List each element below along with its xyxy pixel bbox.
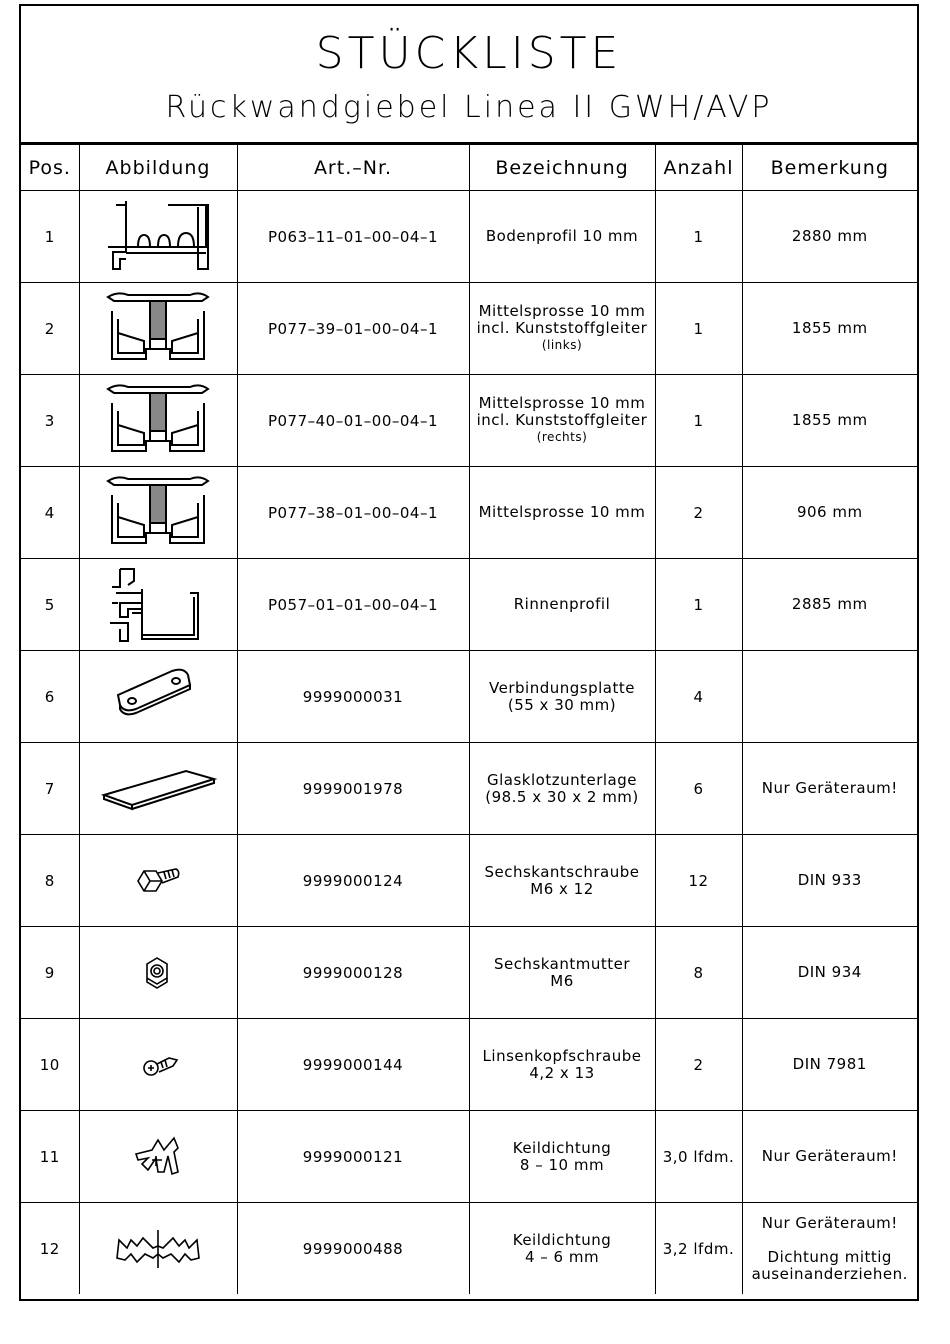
- remark-line: [743, 1232, 918, 1249]
- remark-line: DIN 7981: [792, 1055, 867, 1073]
- parts-table: [21, 144, 917, 1294]
- cell-description: [469, 283, 655, 375]
- cell-pos: 3: [21, 375, 79, 467]
- cell-description: [469, 1111, 655, 1203]
- description-line: 4 – 6 mm: [524, 1247, 600, 1266]
- table-row: [21, 1019, 917, 1111]
- table-row: [21, 1203, 917, 1295]
- remark-line: 1855 mm: [791, 411, 868, 429]
- cell-description: [469, 1203, 655, 1295]
- cell-image: [79, 1203, 237, 1295]
- cell-image: [79, 651, 237, 743]
- cell-pos: 9: [21, 927, 79, 1019]
- cell-article-number: P077–39–01–00–04–1: [237, 283, 469, 375]
- table-row: [21, 559, 917, 651]
- mittelsprosse-icon: [80, 289, 237, 369]
- cell-remark: [742, 1019, 917, 1111]
- cell-quantity: 2: [655, 467, 742, 559]
- cell-description: [469, 191, 655, 283]
- cell-quantity: 6: [655, 743, 742, 835]
- cell-image: [79, 191, 237, 283]
- cell-remark: [742, 191, 917, 283]
- header-remark: Bemerkung: [742, 145, 917, 191]
- header-description: Bezeichnung: [469, 145, 655, 191]
- description-line: (rechts): [536, 430, 588, 444]
- remark-line: DIN 934: [797, 963, 862, 981]
- wedge-seal-icon: [80, 1132, 237, 1182]
- description-line: Sechskantmutter: [493, 954, 631, 973]
- cell-remark: [742, 283, 917, 375]
- description-line: Rinnenprofil: [513, 595, 611, 613]
- remark-line: Nur Geräteraum!: [761, 1147, 898, 1165]
- remark-line: Dichtung mittig: [767, 1247, 892, 1266]
- cell-description: [469, 835, 655, 927]
- cell-pos: 10: [21, 1019, 79, 1111]
- description-line: (98.5 x 30 x 2 mm): [485, 787, 639, 806]
- cell-article-number: 9999000121: [237, 1111, 469, 1203]
- cell-remark: [742, 1203, 917, 1295]
- cell-image: [79, 1111, 237, 1203]
- description-line: Glasklotzunterlage: [487, 770, 637, 789]
- parts-list-sheet: [19, 4, 919, 1301]
- cell-description: [469, 467, 655, 559]
- cell-quantity: 1: [655, 191, 742, 283]
- cell-remark: [742, 743, 917, 835]
- remark-line: 2885 mm: [791, 595, 868, 613]
- remark-line: 1855 mm: [791, 319, 868, 337]
- cell-quantity: 1: [655, 283, 742, 375]
- cell-quantity: 1: [655, 375, 742, 467]
- cell-remark: [742, 467, 917, 559]
- cell-article-number: 9999000144: [237, 1019, 469, 1111]
- description-line: Keildichtung: [512, 1138, 612, 1157]
- description-line: M6 x 12: [530, 879, 594, 898]
- cell-article-number: 9999000031: [237, 651, 469, 743]
- description-line: Keildichtung: [512, 1230, 612, 1249]
- cell-quantity: 3,0 lfdm.: [655, 1111, 742, 1203]
- cell-article-number: P063–11–01–00–04–1: [237, 191, 469, 283]
- table-row: [21, 1111, 917, 1203]
- cell-quantity: 12: [655, 835, 742, 927]
- cell-quantity: 1: [655, 559, 742, 651]
- document-title: STÜCKLISTE: [315, 28, 623, 79]
- cell-article-number: 9999000128: [237, 927, 469, 1019]
- description-line: incl. Kunststoffgleiter: [476, 411, 648, 429]
- cell-pos: 12: [21, 1203, 79, 1295]
- cell-article-number: P077–40–01–00–04–1: [237, 375, 469, 467]
- description-line: (links): [541, 338, 583, 352]
- description-line: 4,2 x 13: [529, 1063, 595, 1082]
- cell-pos: 7: [21, 743, 79, 835]
- glasklotzunterlage-icon: [80, 749, 237, 829]
- cell-quantity: 8: [655, 927, 742, 1019]
- title-block: [21, 6, 917, 144]
- description-line: Verbindungsplatte: [489, 678, 635, 697]
- cell-image: [79, 283, 237, 375]
- remark-line: Nur Geräteraum!: [761, 1213, 898, 1232]
- mittelsprosse-icon: [80, 381, 237, 461]
- cell-image: [79, 835, 237, 927]
- table-row: [21, 927, 917, 1019]
- description-line: Sechskantschraube: [484, 862, 640, 881]
- cell-remark: [742, 651, 917, 743]
- cell-quantity: 3,2 lfdm.: [655, 1203, 742, 1295]
- remark-line: Nur Geräteraum!: [761, 779, 898, 797]
- cell-pos: 8: [21, 835, 79, 927]
- cell-pos: 6: [21, 651, 79, 743]
- header-article-number: Art.–Nr.: [237, 145, 469, 191]
- cell-image: [79, 467, 237, 559]
- header-row: [21, 145, 917, 191]
- rinnenprofil-icon: [80, 563, 237, 647]
- table-row: [21, 467, 917, 559]
- table-row: [21, 283, 917, 375]
- cell-pos: 2: [21, 283, 79, 375]
- remark-line: auseinanderziehen.: [751, 1264, 908, 1283]
- cell-image: [79, 743, 237, 835]
- table-row: [21, 743, 917, 835]
- bodenprofil-icon: [80, 197, 237, 277]
- cell-description: [469, 559, 655, 651]
- cell-pos: 11: [21, 1111, 79, 1203]
- cell-image: [79, 375, 237, 467]
- description-line: Mittelsprosse 10 mm: [478, 302, 646, 320]
- header-quantity: Anzahl: [655, 145, 742, 191]
- description-line: Linsenkopfschraube: [482, 1046, 642, 1065]
- cell-pos: 5: [21, 559, 79, 651]
- cell-remark: [742, 375, 917, 467]
- remark-line: [743, 688, 918, 705]
- description-line: M6: [550, 971, 574, 990]
- cell-quantity: 4: [655, 651, 742, 743]
- cell-remark: [742, 835, 917, 927]
- description-line: Mittelsprosse 10 mm: [478, 394, 646, 412]
- mittelsprosse-icon: [80, 473, 237, 553]
- cell-image: [79, 927, 237, 1019]
- cell-image: [79, 1019, 237, 1111]
- header-image: Abbildung: [79, 145, 237, 191]
- remark-line: 2880 mm: [791, 227, 868, 245]
- description-line: (55 x 30 mm): [507, 695, 617, 714]
- cell-article-number: 9999000124: [237, 835, 469, 927]
- hex-nut-icon: [80, 948, 237, 998]
- cell-remark: [742, 927, 917, 1019]
- table-row: [21, 835, 917, 927]
- cell-description: [469, 651, 655, 743]
- table-row: [21, 375, 917, 467]
- cell-pos: 1: [21, 191, 79, 283]
- cell-image: [79, 559, 237, 651]
- table-row: [21, 191, 917, 283]
- document-subtitle: Rückwandgiebel Linea II GWH/AVP: [165, 90, 773, 125]
- remark-line: 906 mm: [796, 503, 863, 521]
- pan-head-screw-icon: [80, 1040, 237, 1090]
- cell-description: [469, 927, 655, 1019]
- description-line: 8 – 10 mm: [519, 1155, 605, 1174]
- cell-description: [469, 1019, 655, 1111]
- cell-description: [469, 375, 655, 467]
- cell-quantity: 2: [655, 1019, 742, 1111]
- description-line: incl. Kunststoffgleiter: [476, 319, 648, 337]
- cell-description: [469, 743, 655, 835]
- verbindungsplatte-icon: [80, 657, 237, 737]
- cell-article-number: 9999000488: [237, 1203, 469, 1295]
- cell-pos: 4: [21, 467, 79, 559]
- cell-remark: [742, 559, 917, 651]
- double-wedge-seal-icon: [80, 1224, 237, 1274]
- cell-article-number: P077–38–01–00–04–1: [237, 467, 469, 559]
- cell-remark: [742, 1111, 917, 1203]
- header-pos: Pos.: [21, 145, 79, 191]
- table-row: [21, 651, 917, 743]
- description-line: Bodenprofil 10 mm: [485, 227, 639, 245]
- hex-bolt-icon: [80, 851, 237, 911]
- cell-article-number: P057–01–01–00–04–1: [237, 559, 469, 651]
- description-line: Mittelsprosse 10 mm: [478, 503, 646, 521]
- cell-article-number: 9999001978: [237, 743, 469, 835]
- remark-line: DIN 933: [797, 871, 862, 889]
